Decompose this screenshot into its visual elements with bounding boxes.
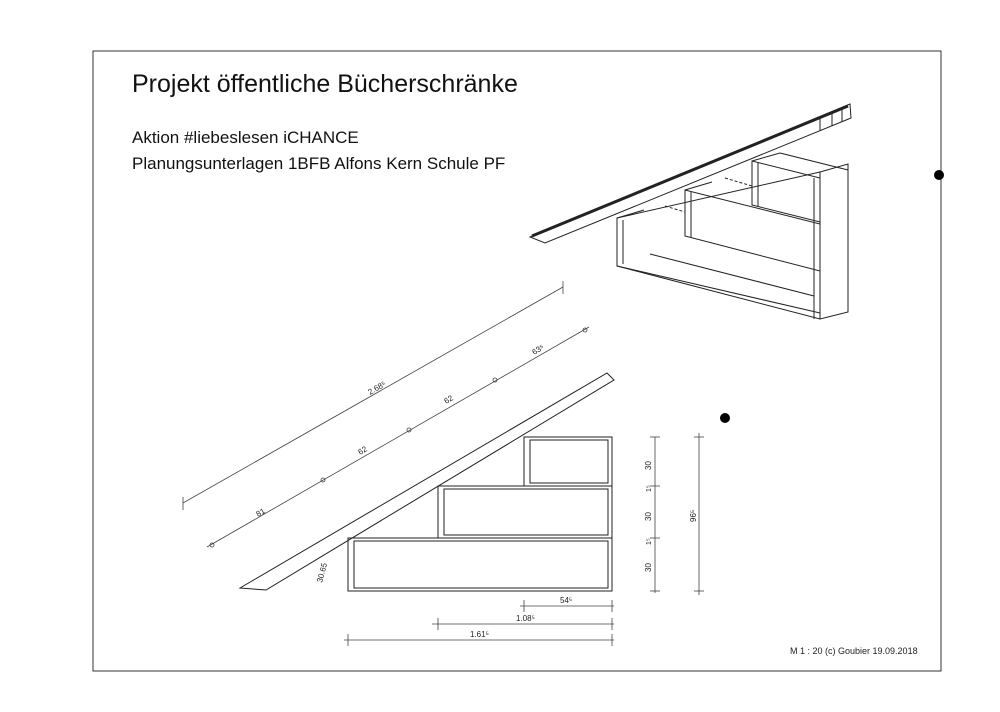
page-title: Projekt öffentliche Bücherschränke bbox=[132, 70, 518, 98]
dim-total-height: 96⁵ bbox=[689, 509, 698, 522]
scale-note: M 1 : 20 (c) Goubier 19.09.2018 bbox=[790, 646, 918, 656]
dim-shelf-height-bottom: 30 bbox=[644, 563, 653, 572]
side-elevation bbox=[240, 373, 614, 591]
dim-slope-seg3: 62 bbox=[442, 393, 455, 406]
punch-hole-right bbox=[934, 170, 944, 180]
dim-slope-seg4: 63⁵ bbox=[530, 342, 546, 357]
elev-shelf-bottom bbox=[348, 538, 612, 591]
isometric-view bbox=[530, 104, 851, 319]
dim-board-thickness-1: 1⁵ bbox=[646, 485, 653, 492]
elev-shelf-mid bbox=[438, 486, 612, 538]
elev-shelf-bottom-inner bbox=[354, 541, 608, 588]
dim-depth-bottom: 1.61⁵ bbox=[470, 630, 489, 639]
dim-slope-seg1: 81 bbox=[254, 506, 267, 519]
subtitle-action: Aktion #liebeslesen iCHANCE bbox=[132, 128, 359, 147]
dim-shelf-height-mid: 30 bbox=[644, 512, 653, 521]
dim-roof-thickness: 30.65 bbox=[315, 561, 330, 584]
iso-cabinet-side bbox=[820, 164, 848, 319]
punch-hole-center bbox=[720, 413, 730, 423]
iso-bottom-shelf-back bbox=[650, 254, 814, 296]
horizontal-dimensions bbox=[344, 600, 614, 646]
elev-roof-board bbox=[240, 373, 614, 590]
elev-shelf-top bbox=[524, 437, 612, 486]
dim-slope-total: 2.68⁵ bbox=[366, 379, 388, 397]
iso-hidden-edge-2 bbox=[725, 178, 752, 186]
iso-step-top-roof bbox=[780, 153, 848, 170]
elev-shelf-top-inner bbox=[530, 440, 608, 483]
elev-shelf-mid-inner bbox=[444, 489, 608, 535]
dim-depth-top: 54⁵ bbox=[560, 596, 573, 605]
dim-slope-seg2: 62 bbox=[356, 444, 369, 457]
dim-shelf-height-top: 30 bbox=[644, 461, 653, 470]
iso-roof-edge bbox=[532, 106, 848, 236]
dim-board-thickness-2: 1⁵ bbox=[646, 538, 653, 545]
subtitle-planning: Planungsunterlagen 1BFB Alfons Kern Schule PF bbox=[132, 154, 506, 173]
iso-step-top bbox=[752, 161, 820, 222]
dim-depth-mid: 1.08⁵ bbox=[516, 614, 535, 623]
